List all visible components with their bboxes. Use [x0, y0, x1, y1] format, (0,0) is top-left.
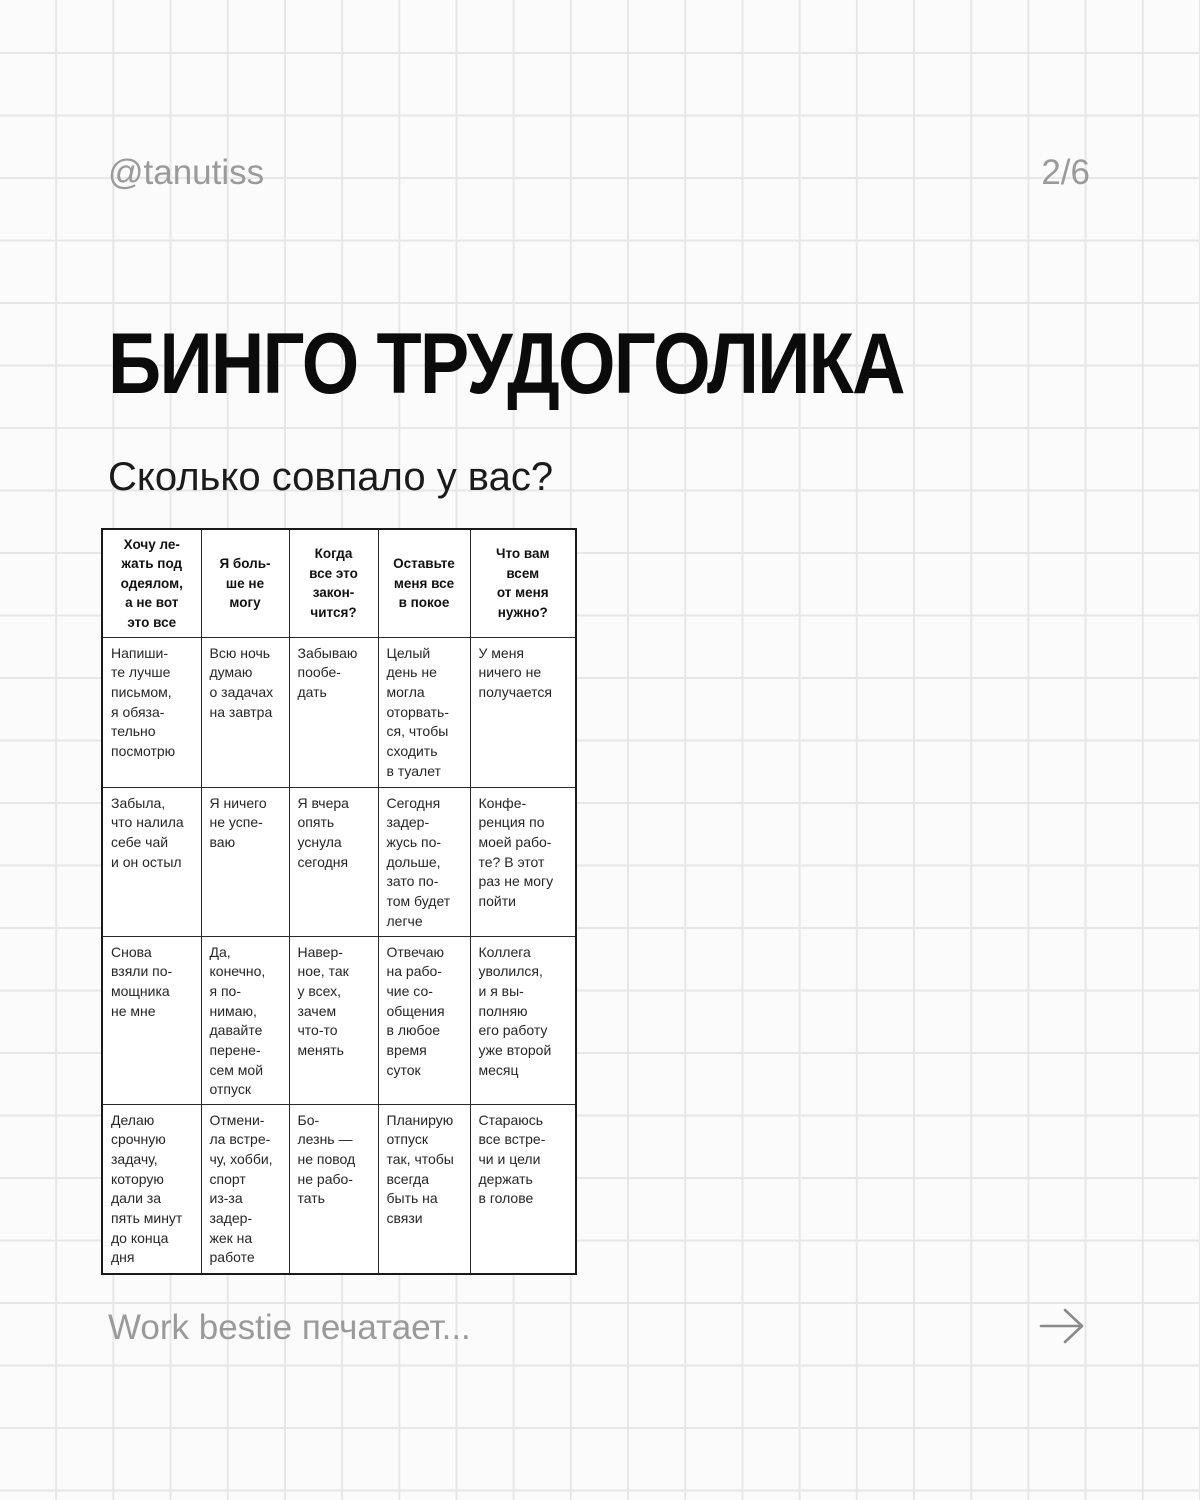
bingo-cell: Снова взяли по- мощника не мне: [102, 936, 201, 1104]
bingo-cell: Всю ночь думаю о задачах на завтра: [201, 637, 289, 787]
arrow-right-icon[interactable]: [1038, 1304, 1086, 1348]
subtitle: Сколько совпало у вас?: [108, 455, 554, 499]
bingo-cell: Планирую отпуск так, чтобы всегда быть на связи: [378, 1104, 470, 1274]
bingo-card: [101, 528, 577, 1275]
typing-indicator: Work bestie печатает...: [108, 1308, 471, 1347]
bingo-cell: Конфе- ренция по моей рабо- те? В этот раз не могу пойти: [470, 787, 576, 936]
bingo-header-cell: Хочу ле- жать под одеялом, а не вот это все: [102, 529, 201, 637]
bingo-row: [102, 787, 576, 936]
bingo-cell: Делаю срочную задачу, которую дали за пять минут до конца дня: [102, 1104, 201, 1274]
bingo-cell: Стараюсь все встре- чи и цели держать в голове: [470, 1104, 576, 1274]
bingo-cell: У меня ничего не получается: [470, 637, 576, 787]
bingo-cell: Целый день не могла оторвать- ся, чтобы сходить в туалет: [378, 637, 470, 787]
bingo-cell: Навер- ное, так у всех, зачем что-то менять: [289, 936, 378, 1104]
bingo-cell: Забыла, что налила себе чай и он остыл: [102, 787, 201, 936]
bingo-cell: Я ничего не успе- ваю: [201, 787, 289, 936]
bingo-cell: Отвечаю на рабо- чие со- общения в любое время суток: [378, 936, 470, 1104]
bingo-header-cell: Я боль- ше не могу: [201, 529, 289, 637]
bingo-header-row: [102, 529, 576, 637]
bingo-header-cell: Что вам всем от меня нужно?: [470, 529, 576, 637]
bingo-header-cell: Когда все это закон- чится?: [289, 529, 378, 637]
bingo-row: [102, 936, 576, 1104]
page-indicator: 2/6: [1041, 153, 1090, 192]
bingo-cell: Отмени- ла встре- чу, хобби, спорт из-за задер- жек на работе: [201, 1104, 289, 1274]
bingo-cell: Сегодня задер- жусь по- дольше, зато по- том будет легче: [378, 787, 470, 936]
bingo-cell: Напиши- те лучше письмом, я обяза- тельно посмотрю: [102, 637, 201, 787]
bingo-cell: Забываю пообе- дать: [289, 637, 378, 787]
handle: @tanutiss: [108, 153, 265, 192]
page-title: БИНГО ТРУДОГОЛИКА: [108, 316, 904, 412]
bingo-cell: Да, конечно, я по- нимаю, давайте перене- сем мой отпуск: [201, 936, 289, 1104]
bingo-cell: Я вчера опять уснула сегодня: [289, 787, 378, 936]
bingo-row: [102, 1104, 576, 1274]
bingo-row: [102, 637, 576, 787]
bingo-cell: Бо- лезнь — не повод не рабо- тать: [289, 1104, 378, 1274]
bingo-cell: Коллега уволился, и я вы- полняю его работу уже второй месяц: [470, 936, 576, 1104]
bingo-header-cell: Оставьте меня все в покое: [378, 529, 470, 637]
